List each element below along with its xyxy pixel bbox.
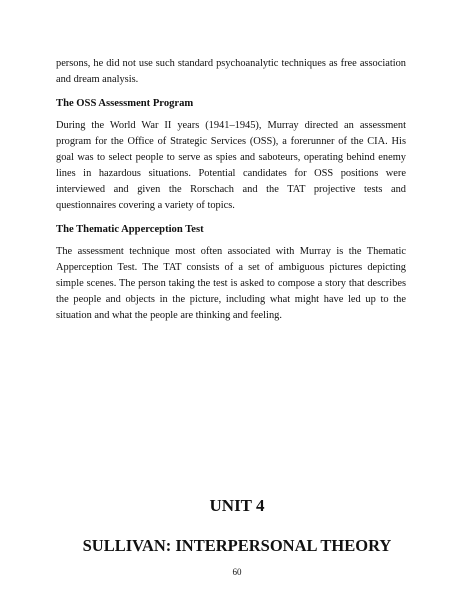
page-content xyxy=(56,56,406,324)
page-number: 60 xyxy=(232,567,242,577)
section-body-oss: During the World War II years (1941–1945), Murray directed an assessment program for the Office of Strategic Services (OSS), a forerunner of the CIA. His goal was to select people to serve as spies and saboteurs, operating behind enemy lines in hazardous situations. Potential candidates for OSS positions were interviewed and given the Rorschach and the TAT projective tests and questionnaires covering a variety of topics. xyxy=(56,120,406,211)
section-body-tat: The assessment technique most often associated with Murray is the Thematic Apperception Test. The TAT consists of a set of ambiguous pictures depicting simple scenes. The person taking the test is asked to compose a story that describes the people and objects in the picture, including what might have led up to the situation and what the people are thinking and feeling. xyxy=(56,246,406,321)
intro-paragraph: persons, he did not use such standard psychoanalytic techniques as free association and dream analysis. xyxy=(56,58,406,85)
section-heading-tat: The Thematic Apperception Test xyxy=(56,224,204,235)
unit-number: UNIT 4 xyxy=(209,496,265,515)
section-heading-oss: The OSS Assessment Program xyxy=(56,98,194,109)
unit-title: SULLIVAN: INTERPERSONAL THEORY xyxy=(82,536,392,555)
